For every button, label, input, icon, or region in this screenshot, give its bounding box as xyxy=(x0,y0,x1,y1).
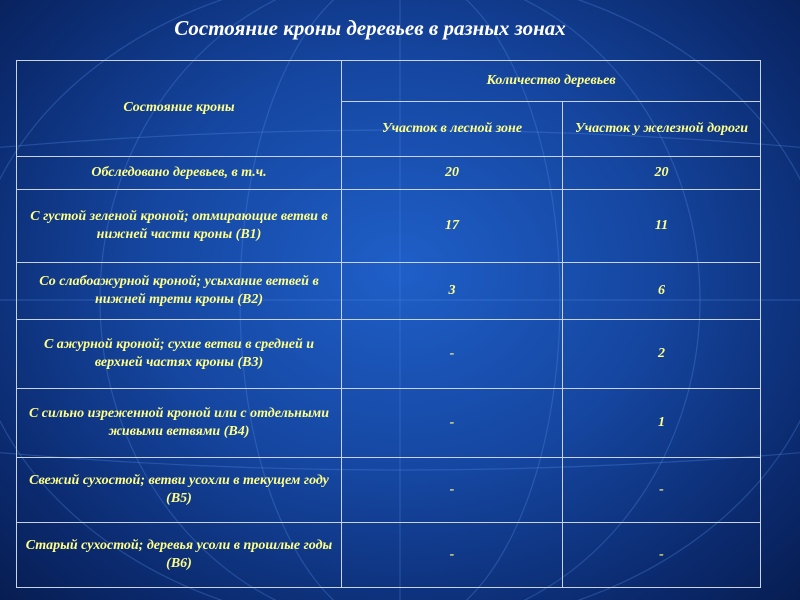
railway-value: 20 xyxy=(563,157,761,190)
railway-value: 11 xyxy=(563,190,761,263)
row-label: С ажурной кроной; сухие ветви в средней и верхней частях кроны (В3) xyxy=(17,320,342,389)
railway-value: 6 xyxy=(563,263,761,320)
table-row xyxy=(17,523,761,588)
row-label: Свежий сухостой; ветви усохли в текущем году (В5) xyxy=(17,458,342,523)
header-railway-zone: Участок у железной дороги xyxy=(563,102,761,157)
railway-value: - xyxy=(563,458,761,523)
table-row xyxy=(17,190,761,263)
forest-value: - xyxy=(342,458,563,523)
header-forest-zone: Участок в лесной зоне xyxy=(342,102,563,157)
row-label: Со слабоажурной кроной; усыхание ветвей в нижней трети кроны (В2) xyxy=(17,263,342,320)
table-row xyxy=(17,458,761,523)
tree-crown-table xyxy=(16,60,761,588)
railway-value: - xyxy=(563,523,761,588)
row-label: С сильно изреженной кроной или с отдельными живыми ветвями (В4) xyxy=(17,389,342,458)
slide-title: Состояние кроны деревьев в разных зонах xyxy=(174,16,566,40)
table-row xyxy=(17,389,761,458)
header-tree-count: Количество деревьев xyxy=(342,61,761,102)
railway-value: 1 xyxy=(563,389,761,458)
forest-value: 17 xyxy=(342,190,563,263)
forest-value: 3 xyxy=(342,263,563,320)
header-crown-state: Состояние кроны xyxy=(17,61,342,157)
table-row xyxy=(17,320,761,389)
table-header-row xyxy=(17,61,761,102)
railway-value: 2 xyxy=(563,320,761,389)
row-label: Старый сухостой; деревья усоли в прошлые годы (В6) xyxy=(17,523,342,588)
row-label: Обследовано деревьев, в т.ч. xyxy=(17,157,342,190)
forest-value: - xyxy=(342,523,563,588)
row-label: С густой зеленой кроной; отмирающие ветви в нижней части кроны (В1) xyxy=(17,190,342,263)
table-row xyxy=(17,263,761,320)
forest-value: - xyxy=(342,320,563,389)
table-row xyxy=(17,157,761,190)
forest-value: 20 xyxy=(342,157,563,190)
forest-value: - xyxy=(342,389,563,458)
